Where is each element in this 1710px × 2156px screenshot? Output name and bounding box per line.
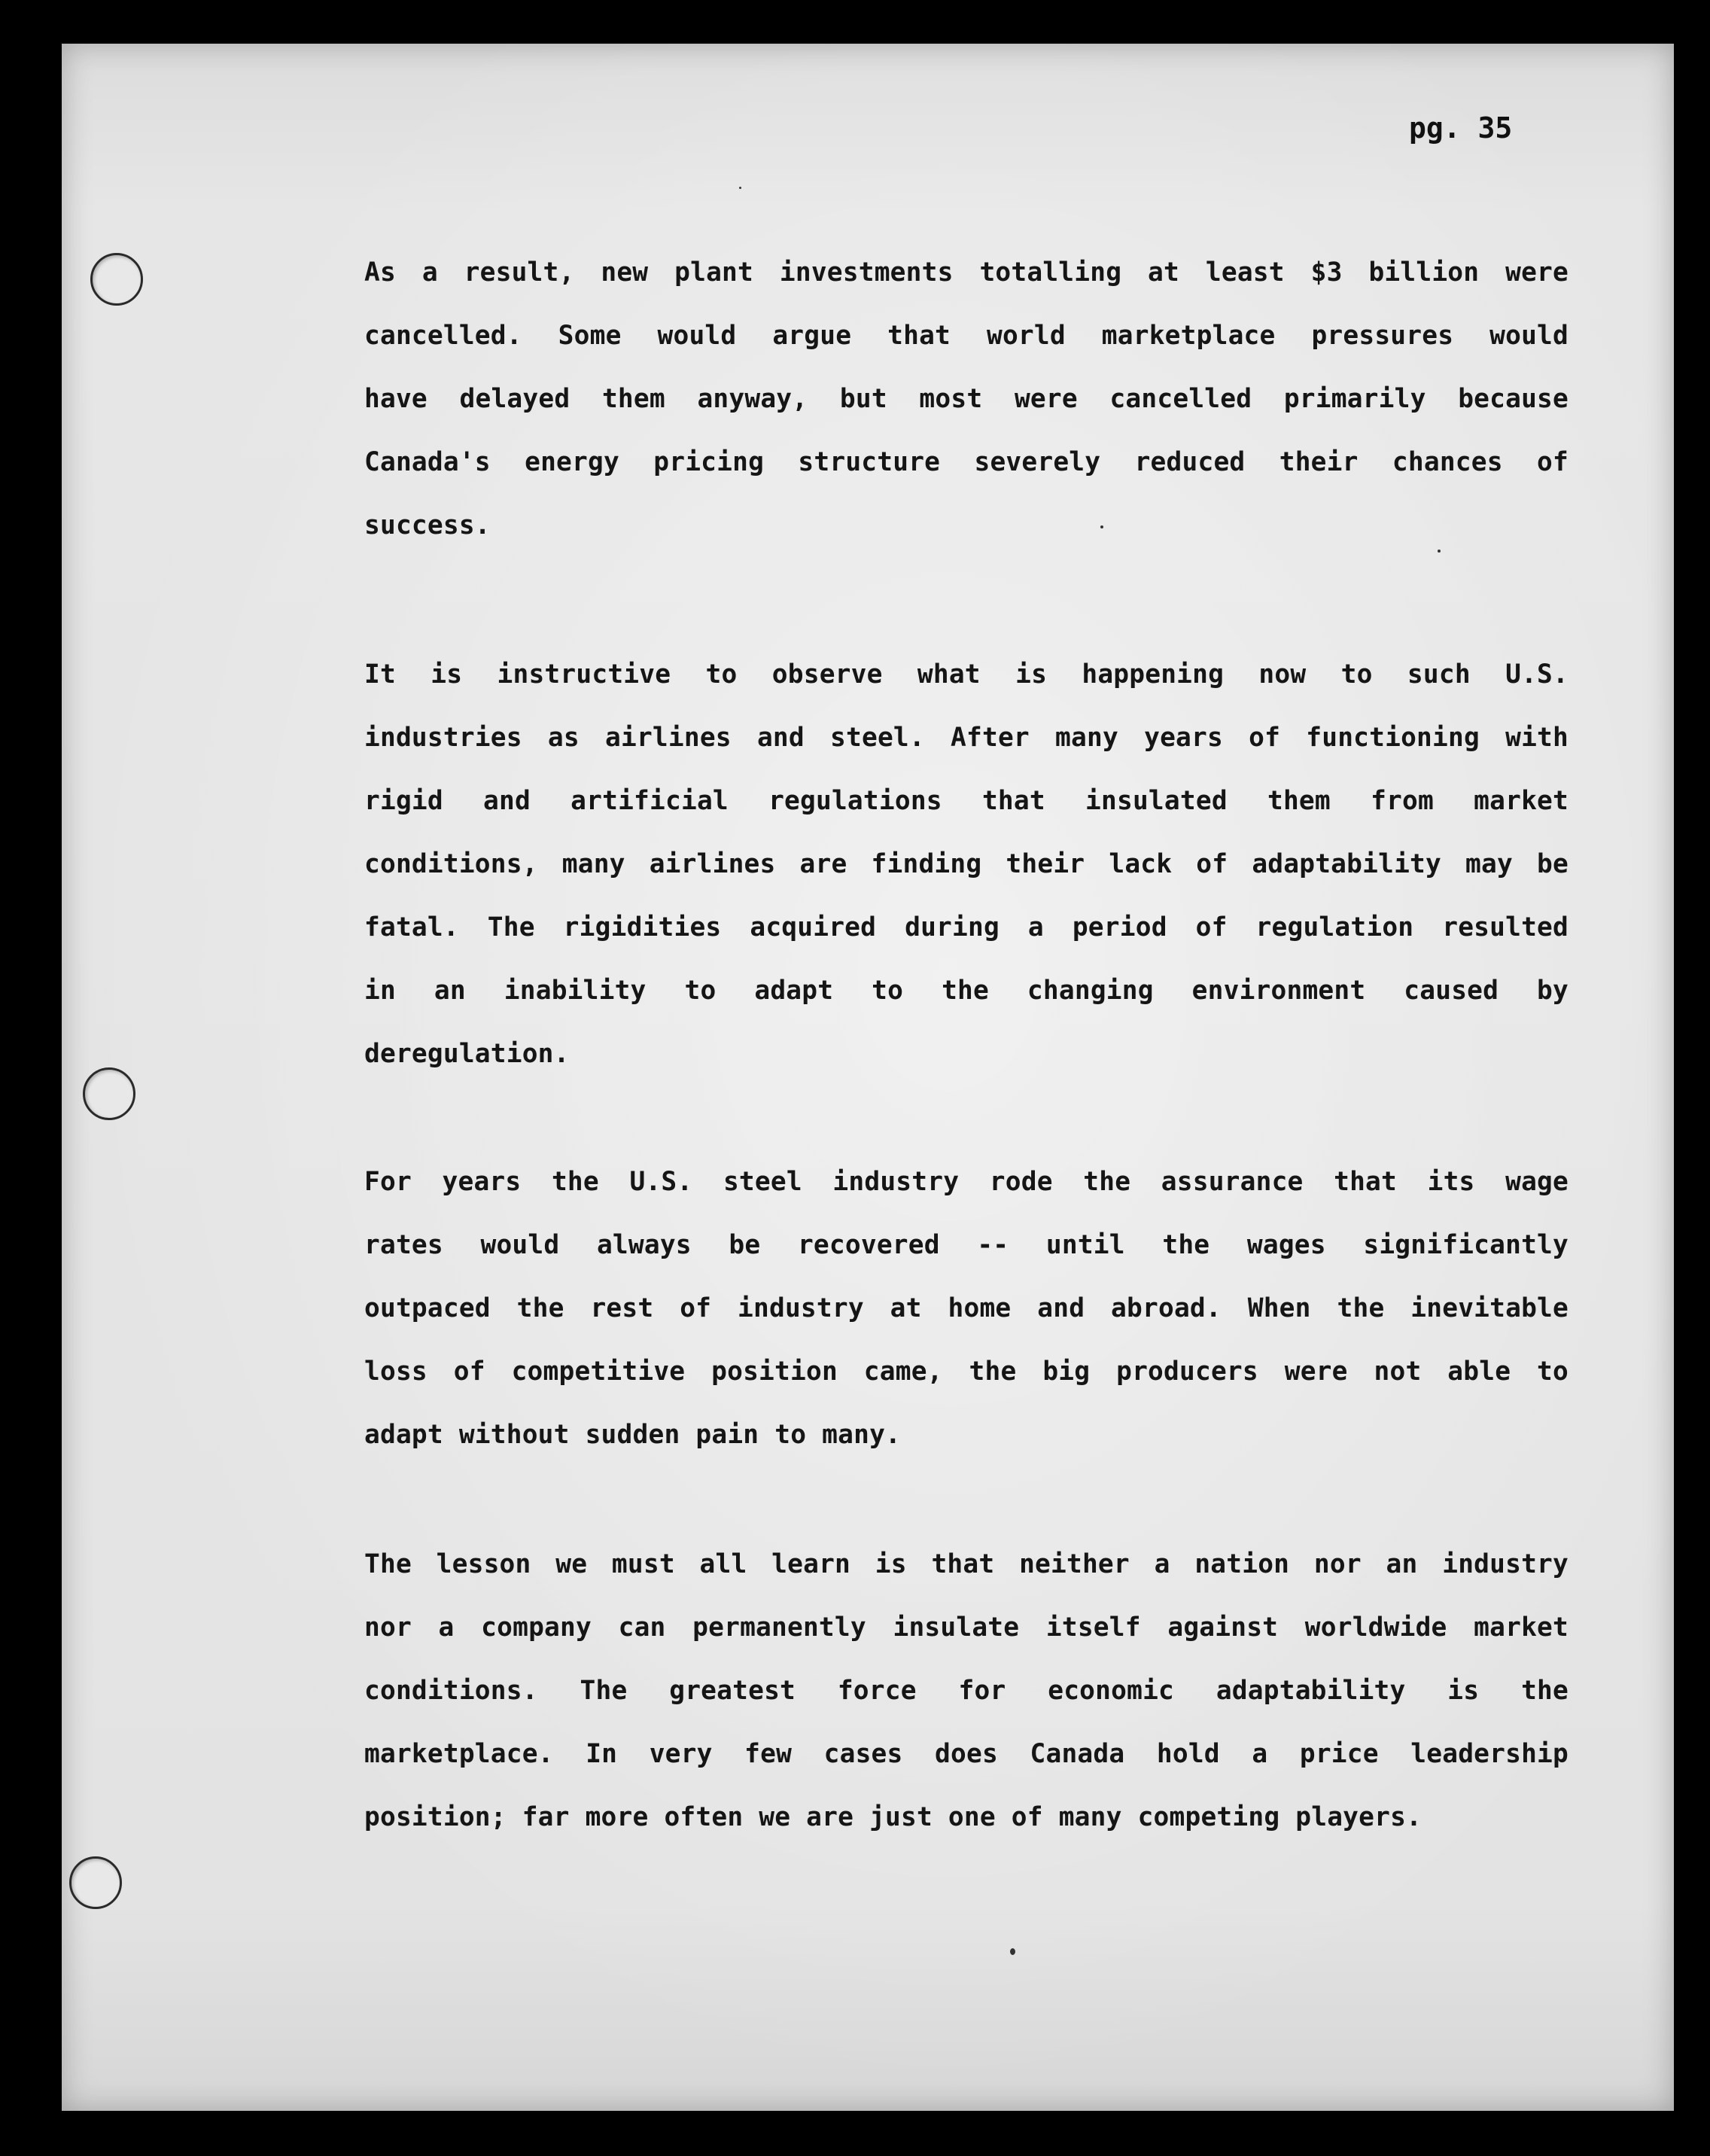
text-line: conditions, many airlines are finding their lack of adaptability may be [364,849,1569,879]
scan-speck [739,187,741,189]
document-page [62,44,1674,2111]
paragraph-2 [364,643,1569,1086]
text-line: in an inability to adapt to the changing environment caused by [364,976,1569,1006]
scan-speck [1100,525,1103,528]
text-line: loss of competitive position came, the big producers were not able to [364,1357,1569,1387]
text-line: fatal. The rigidities acquired during a period of regulation resulted [364,912,1569,942]
text-line: marketplace. In very few cases does Canada hold a price leadership [364,1739,1569,1769]
text-line: rigid and artificial regulations that insulated them from market [364,786,1569,816]
binder-hole-bottom [69,1856,122,1909]
paragraph-4 [364,1533,1569,1849]
paragraph-1 [364,241,1569,557]
text-line: industries as airlines and steel. After many years of functioning with [364,723,1569,753]
text-line: conditions. The greatest force for economic adaptability is the [364,1676,1569,1706]
text-line: rates would always be recovered -- until the wages significantly [364,1230,1569,1260]
text-line: success. [364,510,491,541]
text-line: The lesson we must all learn is that neither a nation nor an industry [364,1549,1569,1579]
text-line: Canada's energy pricing structure severely reduced their chances of [364,447,1569,477]
binder-hole-middle [83,1067,135,1120]
text-line: deregulation. [364,1039,570,1069]
text-line: outpaced the rest of industry at home and abroad. When the inevitable [364,1293,1569,1323]
text-line: It is instructive to observe what is happening now to such U.S. [364,659,1569,690]
paragraph-3 [364,1150,1569,1466]
scan-speck [1010,1948,1015,1955]
binder-hole-top [90,253,143,306]
text-line: As a result, new plant investments totalling at least $3 billion were [364,257,1569,288]
text-line: adapt without sudden pain to many. [364,1420,902,1450]
text-line: For years the U.S. steel industry rode the assurance that its wage [364,1167,1569,1197]
text-line: nor a company can permanently insulate itself against worldwide market [364,1612,1569,1643]
text-line: position; far more often we are just one of many competing players. [364,1802,1422,1832]
text-line: cancelled. Some would argue that world marketplace pressures would [364,321,1569,351]
page-number: pg. 35 [1409,111,1513,145]
text-line: have delayed them anyway, but most were cancelled primarily because [364,384,1569,414]
scan-speck [1438,550,1441,553]
